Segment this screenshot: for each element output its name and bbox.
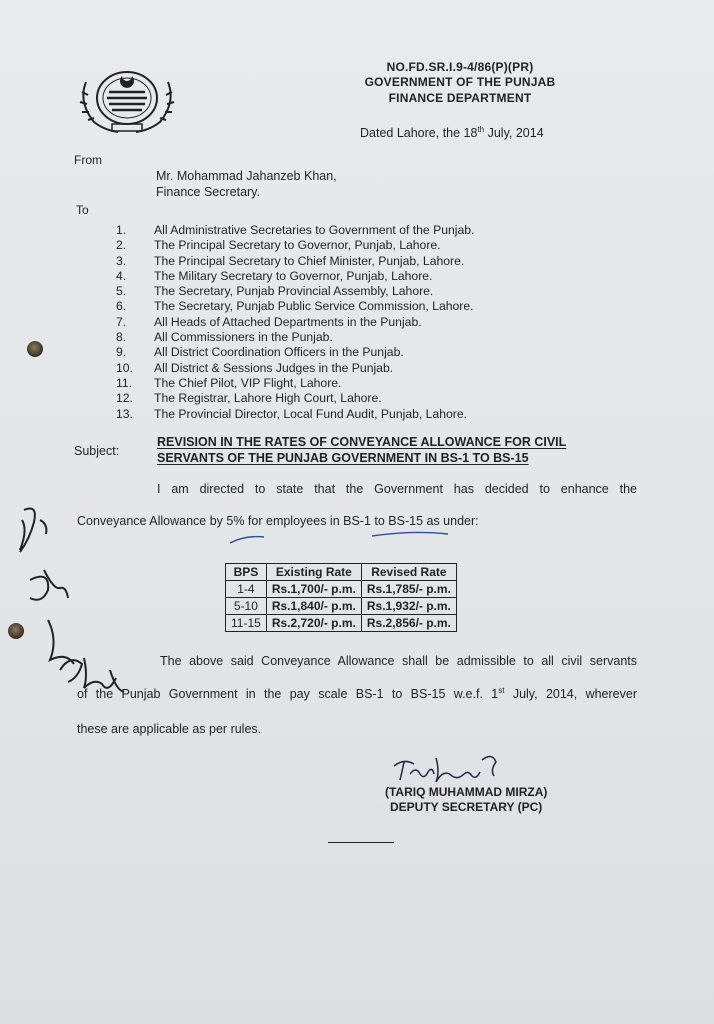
recipient-item — [116, 345, 474, 360]
punch-hole — [27, 341, 43, 357]
recipient-text: The Registrar, Lahore High Court, Lahore. — [154, 391, 382, 406]
cell-existing-rate: Rs.2,720/- p.m. — [266, 615, 361, 632]
cell-revised-rate: Rs.2,856/- p.m. — [361, 615, 456, 632]
pen-underline-mark-icon — [370, 530, 450, 540]
recipient-text: The Principal Secretary to Chief Minister, Punjab, Lahore. — [154, 253, 465, 268]
signatory-name: (TARIQ MUHAMMAD MIRZA) — [385, 785, 548, 799]
recipient-item — [116, 361, 474, 376]
recipient-number: 9. — [116, 345, 127, 360]
recipient-text: The Chief Pilot, VIP Flight, Lahore. — [154, 375, 342, 390]
recipient-text: The Principal Secretary to Governor, Punjab, Lahore. — [154, 238, 441, 253]
recipient-text: All District & Sessions Judges in the Punjab. — [154, 360, 394, 375]
recipient-text: The Secretary, Punjab Provincial Assembly, Lahore. — [154, 284, 434, 299]
recipient-item — [116, 238, 474, 253]
recipient-number: 3. — [116, 253, 127, 268]
cell-revised-rate: Rs.1,785/- p.m. — [361, 581, 456, 598]
column-header-existing-rate: Existing Rate — [266, 564, 361, 581]
recipient-text: All Administrative Secretaries to Government of the Punjab. — [154, 223, 475, 237]
subject-heading — [157, 434, 637, 466]
recipient-item — [116, 330, 474, 345]
subject-label: Subject: — [74, 444, 120, 458]
cell-revised-rate: Rs.1,932/- p.m. — [361, 598, 456, 615]
government-heading: GOVERNMENT OF THE PUNJAB — [364, 75, 556, 89]
sender-block — [156, 168, 337, 200]
recipient-text: The Military Secretary to Governor, Punjab, Lahore. — [154, 268, 433, 283]
recipient-text: The Secretary, Punjab Public Service Commission, Lahore. — [154, 299, 474, 314]
recipient-number: 11. — [116, 375, 133, 390]
handwritten-signature-icon — [390, 752, 520, 788]
table-header-row — [226, 564, 457, 581]
recipients-list — [116, 223, 474, 422]
recipient-item — [116, 223, 474, 238]
cell-bps: 11-15 — [226, 615, 267, 632]
pen-tick-mark-icon — [228, 533, 268, 547]
recipient-number: 7. — [116, 314, 127, 329]
sender-name: Mr. Mohammad Jahanzeb Khan, — [156, 169, 337, 183]
from-label: From — [74, 153, 102, 167]
recipient-number: 8. — [116, 330, 127, 345]
dated-line: Dated Lahore, the 18th July, 2014 — [360, 125, 544, 141]
recipient-text: All District Coordination Officers in the Punjab. — [154, 345, 404, 360]
recipient-item — [116, 391, 474, 406]
recipient-item — [116, 376, 474, 391]
recipient-text: All Commissioners in the Punjab. — [154, 330, 333, 345]
paragraph-2-line-2: of the Punjab Government in the pay scale BS-1 to BS-15 w.e.f. 1st July, 2014, wherever — [77, 686, 637, 702]
table-row — [226, 615, 457, 632]
subject-line-1: REVISION IN THE RATES OF CONVEYANCE ALLOWANCE FOR CIVIL — [157, 435, 567, 449]
cell-bps: 1-4 — [226, 581, 267, 598]
recipient-item — [116, 269, 474, 284]
cell-existing-rate: Rs.1,840/- p.m. — [266, 598, 361, 615]
recipient-number: 5. — [116, 284, 127, 299]
paragraph-2-line-1: The above said Conveyance Allowance shall be admissible to all civil servants — [160, 654, 637, 668]
paragraph-1-line-2: Conveyance Allowance by 5% for employees in BS-1 to BS-15 as under: — [77, 514, 479, 528]
recipient-item — [116, 315, 474, 330]
table-row — [226, 598, 457, 615]
paragraph-1-line-1: I am directed to state that the Government has decided to enhance the — [157, 482, 637, 496]
recipient-number: 1. — [116, 223, 127, 237]
recipient-number: 12. — [116, 391, 133, 406]
recipient-item — [116, 254, 474, 269]
to-label: To — [76, 203, 89, 217]
conveyance-rates-table — [225, 563, 457, 632]
department-heading: FINANCE DEPARTMENT — [388, 91, 532, 105]
sender-title: Finance Secretary. — [156, 185, 260, 199]
recipient-number: 13. — [116, 406, 133, 421]
recipient-text: The Provincial Director, Local Fund Audit, Punjab, Lahore. — [154, 406, 467, 421]
recipient-number: 6. — [116, 299, 127, 314]
recipient-text: All Heads of Attached Departments in the Punjab. — [154, 314, 422, 329]
signatory-designation: DEPUTY SECRETARY (PC) — [390, 800, 543, 814]
recipient-number: 2. — [116, 238, 127, 253]
recipient-item — [116, 407, 474, 422]
paragraph-2-line-3: these are applicable as per rules. — [77, 722, 262, 736]
table-row — [226, 581, 457, 598]
recipient-item — [116, 284, 474, 299]
column-header-bps: BPS — [226, 564, 267, 581]
column-header-revised-rate: Revised Rate — [361, 564, 456, 581]
subject-line-2: SERVANTS OF THE PUNJAB GOVERNMENT IN BS-1 TO BS-15 — [157, 451, 529, 465]
cell-bps: 5-10 — [226, 598, 267, 615]
punjab-government-seal-icon — [72, 62, 182, 138]
recipient-number: 10. — [116, 360, 133, 375]
reference-number: NO.FD.SR.I.9-4/86(P)(PR) — [386, 60, 534, 74]
recipient-number: 4. — [116, 268, 127, 283]
cell-existing-rate: Rs.1,700/- p.m. — [266, 581, 361, 598]
end-divider — [328, 842, 394, 843]
recipient-item — [116, 299, 474, 314]
margin-handwritten-initials-icon — [0, 500, 160, 720]
